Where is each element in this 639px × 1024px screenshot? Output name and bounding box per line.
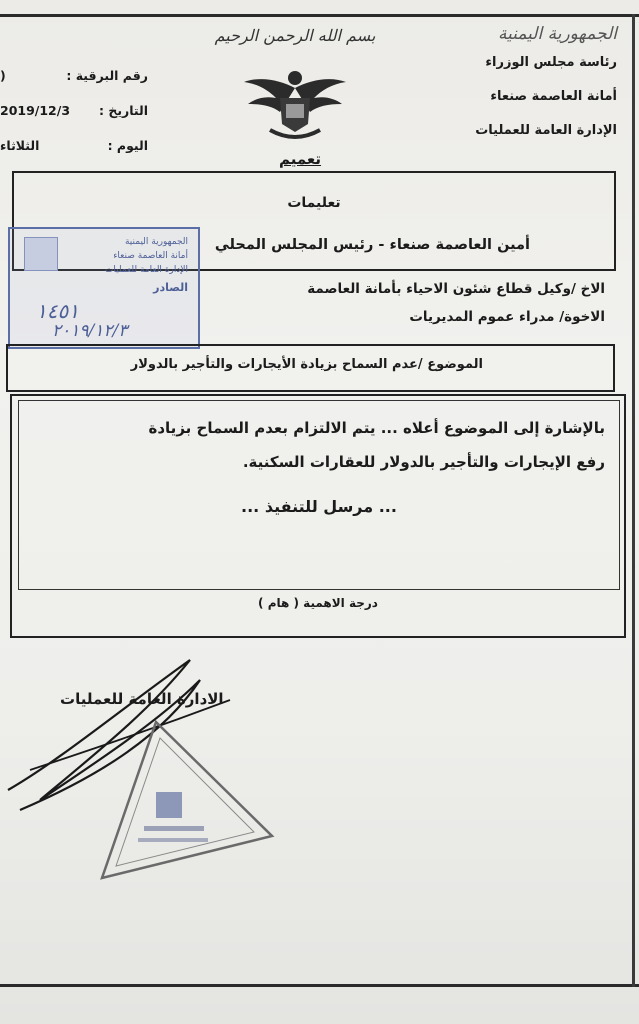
header-right bbox=[417, 22, 617, 148]
stamp-line-2: أمانة العاصمة صنعاء bbox=[113, 251, 188, 261]
ref-label: رقم البرقية : bbox=[66, 68, 148, 83]
stamp-line-1: الجمهورية اليمنية bbox=[124, 237, 188, 247]
addressee-1: الاخ /وكيل قطاع شئون الاحياء بأمانة العاصمة bbox=[307, 281, 605, 297]
instructions-title: تعليمات bbox=[287, 195, 341, 211]
republic-title: الجمهورية اليمنية bbox=[497, 24, 617, 44]
sent-for-execution: ... مرسل للتنفيذ ... bbox=[241, 497, 397, 516]
stamp-logo-icon bbox=[24, 237, 58, 271]
day-row bbox=[0, 128, 148, 163]
basmala: بسم الله الرحمن الرحيم bbox=[214, 26, 376, 45]
received-stamp bbox=[8, 227, 200, 349]
importance-level: درجة الاهمية ( هام ) bbox=[258, 596, 378, 610]
header-left bbox=[0, 58, 148, 163]
header-line-1: رئاسة مجلس الوزراء bbox=[485, 55, 617, 70]
ref-row bbox=[0, 58, 148, 93]
date-value: 2019/12/3 bbox=[0, 103, 71, 118]
subject-text: الموضوع /عدم السماح بزيادة الأيجارات والتأجير بالدولار bbox=[130, 357, 483, 372]
body-line-2: رفع الإيجارات والتأجير بالدولار للعقارات السكنية. bbox=[242, 453, 605, 471]
stamp-number: ١٤٥١ bbox=[36, 299, 79, 323]
body-inner-box bbox=[18, 400, 620, 590]
header-line-2: أمانة العاصمة صنعاء bbox=[490, 89, 617, 104]
frame-bottom-border bbox=[0, 984, 639, 987]
date-row bbox=[0, 93, 148, 128]
triangle-stamp-icon bbox=[96, 716, 276, 882]
stamp-outgoing: الصادر bbox=[153, 281, 188, 294]
body-box bbox=[10, 394, 626, 638]
stamp-date: ٢٠١٩/١٢/٣ bbox=[52, 321, 128, 341]
frame-right-border bbox=[632, 14, 635, 987]
subject-box bbox=[6, 344, 615, 392]
signature-department: الادارة العامة للعمليات bbox=[60, 690, 224, 708]
circular-title: تعميم bbox=[278, 150, 322, 168]
body-line-1: بالإشارة إلى الموضوع أعلاه ... يتم الالتزام بعدم السماح بزيادة bbox=[148, 419, 605, 437]
stamp-line-3: الإدارة العامة للعمليات bbox=[104, 265, 188, 275]
ref-value: ( bbox=[0, 68, 6, 83]
day-label: اليوم : bbox=[107, 138, 148, 153]
header-line-3: الإدارة العامة للعمليات bbox=[475, 123, 617, 138]
day-value: الثلاثاء bbox=[0, 138, 40, 153]
addressee-2: الاخوة/ مدراء عموم المديريات bbox=[409, 309, 605, 325]
frame-top-border bbox=[0, 14, 639, 17]
date-label: التاريخ : bbox=[98, 103, 148, 118]
instructions-from: أمين العاصمة صنعاء - رئيس المجلس المحلي bbox=[214, 237, 530, 253]
eagle-emblem-icon bbox=[240, 58, 350, 148]
